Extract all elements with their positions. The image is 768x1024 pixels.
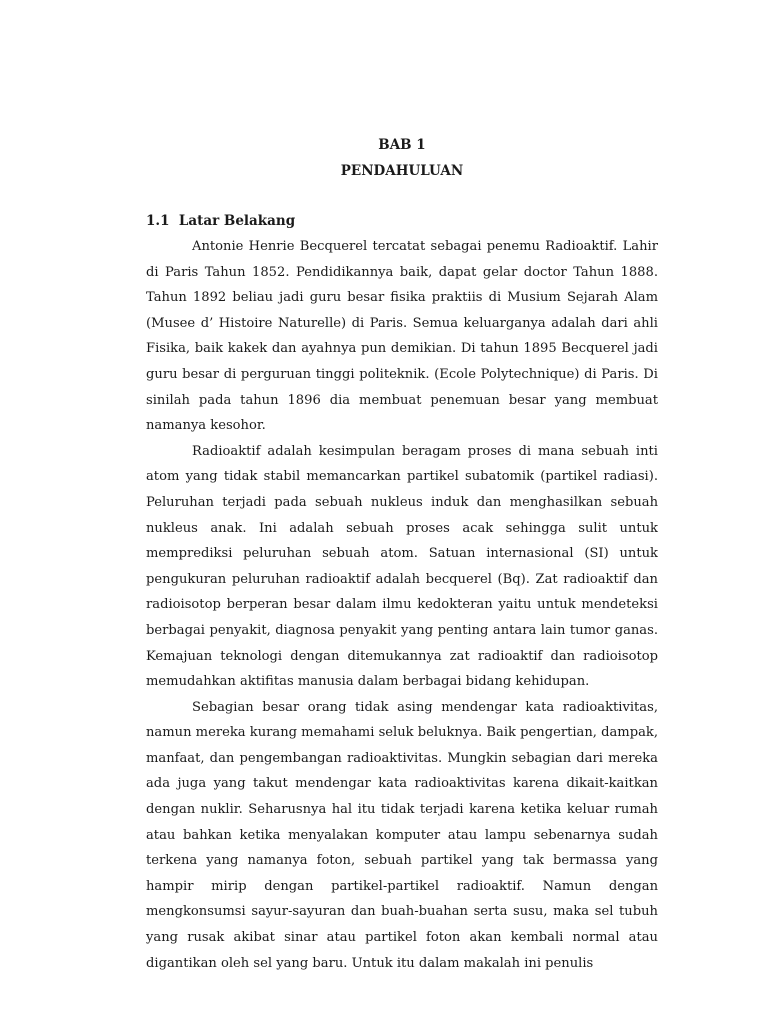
document-page	[146, 0, 658, 1024]
chapter-number: BAB 1	[378, 137, 426, 153]
chapter-title: PENDAHULUAN	[340, 163, 464, 179]
paragraph-3: Sebagian besar orang tidak asing mendengar kata radioaktivitas, namun mereka kurang memahami seluk beluknya. Baik pengertian, dampak, manfaat, dan pengembangan radioaktivitas. Mungkin sebagian dari mereka ada juga yang takut mendengar kata radioaktivitas karena dikait-kaitkan dengan nuklir. Seharusnya hal itu tidak terjadi karena ketika keluar rumah atau bahkan ketika menyalakan komputer atau lampu sebenarnya sudah terkena yang namanya foton, sebuah partikel yang tak bermassa yang hampir mirip dengan partikel-partikel radioaktif. Namun dengan mengkonsumsi sayur-sayuran dan buah-buahan serta susu, maka sel tubuh yang rusak akibat sinar atau partikel foton akan kembali normal atau digantikan oleh sel yang baru. Untuk itu dalam makalah ini penulis	[146, 699, 658, 971]
paragraph-2: Radioaktif adalah kesimpulan beragam proses di mana sebuah inti atom yang tidak stabil memancarkan partikel subatomik (partikel radiasi). Peluruhan terjadi pada sebuah nukleus induk dan menghasilkan sebuah nukleus anak. Ini adalah sebuah proses acak sehingga sulit untuk memprediksi peluruhan sebuah atom. Satuan internasional (SI) untuk pengukuran peluruhan radioaktif adalah becquerel (Bq). Zat radioaktif dan radioisotop berperan besar dalam ilmu kedokteran yaitu untuk mendeteksi berbagai penyakit, diagnosa penyakit yang penting antara lain tumor ganas. Kemajuan teknologi dengan ditemukannya zat radioaktif dan radioisotop memudahkan aktifitas manusia dalam berbagai bidang kehidupan.	[146, 443, 658, 690]
paragraph-1: Antonie Henrie Becquerel tercatat sebagai penemu Radioaktif. Lahir di Paris Tahun 1852. Pendidikannya baik, dapat gelar doctor Tahun 1888. Tahun 1892 beliau jadi guru besar fisika praktiis di Musium Sejarah Alam (Musee d’ Histoire Naturelle) di Paris. Semua keluarganya adalah dari ahli Fisika, baik kakek dan ayahnya pun demikian. Di tahun 1895 Becquerel jadi guru besar di perguruan tinggi politeknik. (Ecole Polytechnique) di Paris. Di sinilah pada tahun 1896 dia membuat penemuan besar yang membuat namanya kesohor.	[146, 239, 658, 434]
section-heading: 1.1 Latar Belakang	[146, 213, 296, 229]
body-text	[146, 234, 658, 976]
